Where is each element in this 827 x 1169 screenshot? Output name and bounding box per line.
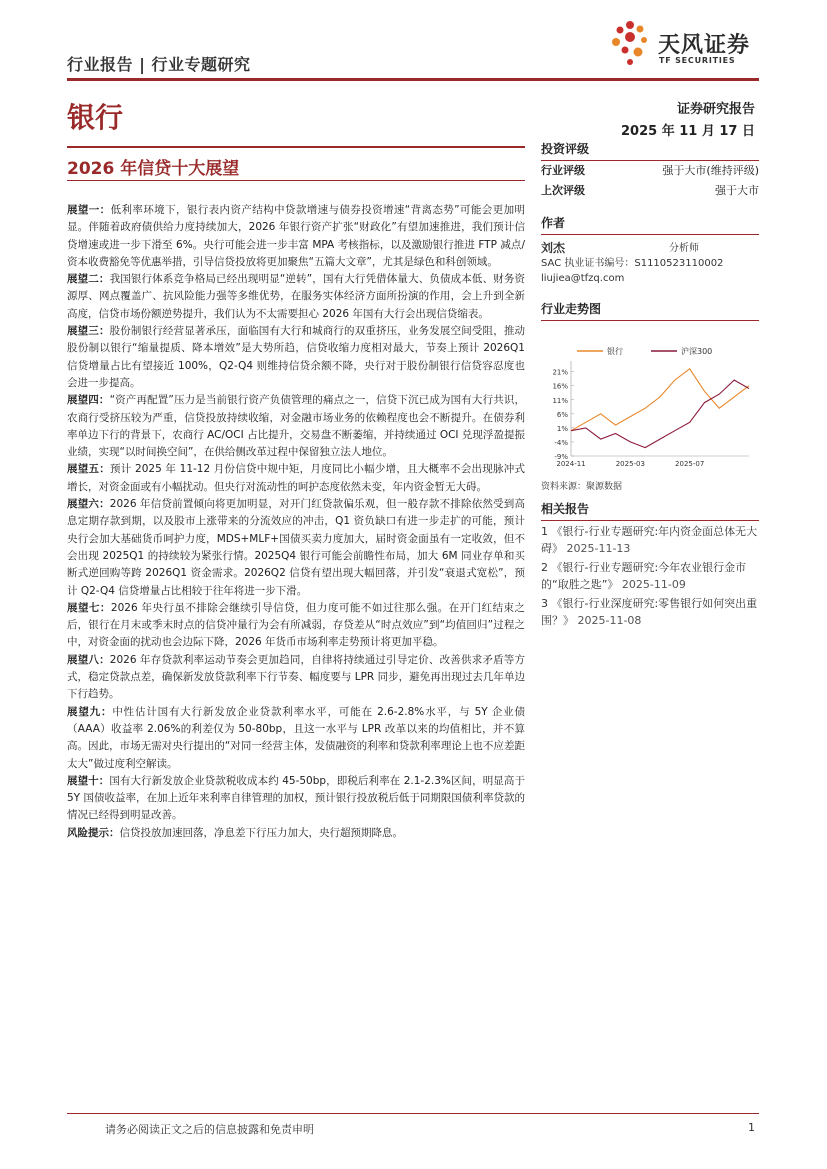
paragraph-lead: 展望十： <box>67 774 110 787</box>
outlook-paragraph <box>67 652 525 704</box>
logo-text-en: TF SECURITIES <box>659 56 736 65</box>
paragraph-lead: 展望九： <box>67 705 113 718</box>
outlook-paragraph <box>67 600 525 652</box>
y-tick-label: -9% <box>554 453 568 461</box>
title-divider-bottom <box>67 180 525 181</box>
related-section <box>541 500 759 629</box>
related-title: 《银行-行业专题研究:年内资金面总体无大碍》 <box>541 525 758 555</box>
paragraph-text: 2026 年央行虽不排除会继续引导信贷，但力度可能不如过往那么强。在开门红结束之后，银行在月末或季末时点的信贷冲量行为会有所减弱，存贷差从“时点效应”到“均值回归”过程之中，对资金面的扰动也会边际下降，2026 年货币市场利率走势预计将更加平稳。 <box>67 601 526 649</box>
page-number: 1 <box>748 1121 755 1134</box>
footer-disclaimer: 请务必阅读正文之后的信息披露和免责申明 <box>105 1123 314 1136</box>
rating-key: 行业评级 <box>541 164 585 177</box>
industry-trend-chart <box>541 321 759 471</box>
related-heading: 相关报告 <box>541 500 759 521</box>
outlook-paragraph <box>67 773 525 825</box>
rating-section <box>541 140 759 201</box>
logo-dots-icon <box>608 20 654 68</box>
related-no: 3 <box>541 597 548 610</box>
y-tick-label: 11% <box>552 396 568 405</box>
author-heading: 作者 <box>541 214 759 235</box>
related-date: 2025-11-13 <box>566 542 631 555</box>
paragraph-text: 低利率环境下，银行表内资产结构中贷款增速与债券投资增速“背离态势”可能会更加明显。伴随着政府债供给力度持续加大，2026 年银行资产扩张“财政化”有望加速推进，我们预计信贷增速或进一步下滑至 6%。央行可能会进一步丰富 MPA 考核指标，以及激励银行推进 FTP 减点/资本收费豁免等优惠举措，引导信贷投放将更加聚焦“五篇大文章”，尤其是绿色和科创领域。 <box>67 204 525 268</box>
paragraph-lead: 展望八： <box>67 653 110 666</box>
paragraph-lead: 展望六： <box>67 498 110 511</box>
company-logo <box>608 20 768 70</box>
paragraph-lead: 展望一： <box>67 204 111 216</box>
paragraph-lead: 展望二： <box>67 273 110 286</box>
paragraph-text: 股份制银行经营显著承压，面临国有大行和城商行的双重挤压，业务发展空间受阻，推动股份制以银行“缩量提质、降本增效”是大势所趋，信贷收缩力度相对最大，节奏上预计 2026Q1 信贷增量占比有望接近 100%，Q2-Q4 则维持信贷余额不降，央行对于股份制银行信贷容忍度也会进一步提高。 <box>67 325 526 389</box>
y-tick-label: -4% <box>554 438 568 447</box>
paragraph-lead: 展望三： <box>67 325 110 338</box>
rating-key: 上次评级 <box>541 184 585 197</box>
related-date: 2025-11-09 <box>621 578 686 591</box>
paragraph-text: 国有大行新发放企业贷款税收成本约 45-50bp，即税后利率在 2.1-2.3%区间，明显高于 5Y 国债收益率，在加上近年来利率自律管理的加权，预计银行投放税后低于同期限国债利率贷款的情况已经得到明显改善。 <box>67 774 525 822</box>
related-report-item[interactable] <box>541 595 759 629</box>
paragraph-text: 我国银行体系竞争格局已经出现明显“逆转”，国有大行凭借体量大、负债成本低、财务资源厚、网点覆盖广、抗风险能力强等多维优势，在服务实体经济方面所扮演的作用，会上升到全新高度，信贷市场份额逆势提升，我们认为不太需要担心 2026 年国有大行会出现信贷缩表。 <box>67 273 525 320</box>
related-date: 2025-11-08 <box>577 614 642 627</box>
related-no: 2 <box>541 561 548 574</box>
rating-value: 强于大市(维持评级) <box>662 164 759 177</box>
related-title: 《银行-行业专题研究:今年农业银行金市的“取胜之匙”》 <box>541 561 747 591</box>
paragraph-lead: 展望七： <box>67 601 111 614</box>
legend-label: 银行 <box>607 347 623 356</box>
author-name: 刘杰 <box>541 241 566 255</box>
y-tick-label: 21% <box>552 368 568 377</box>
risk-paragraph <box>67 825 525 842</box>
author-cert-row <box>541 256 759 271</box>
report-type: 证券研究报告 <box>676 102 755 117</box>
y-tick-label: 1% <box>556 424 568 433</box>
outlook-paragraph <box>67 323 525 392</box>
outlook-paragraph <box>67 496 525 600</box>
paragraph-lead: 风险提示： <box>67 826 120 839</box>
title-divider-top <box>67 146 525 148</box>
author-section <box>541 214 759 286</box>
report-date: 2025 年 11 月 17 日 <box>621 124 755 139</box>
author-email[interactable]: liujiea@tfzq.com <box>541 273 625 284</box>
x-tick-label: 2025-07 <box>675 460 705 468</box>
x-tick-label: 2025-03 <box>615 460 645 468</box>
related-title: 《银行-行业深度研究:零售银行如何突出重围？》 <box>541 597 758 627</box>
chart-section <box>541 300 759 492</box>
header-divider <box>67 78 759 81</box>
outlook-paragraph <box>67 461 525 496</box>
report-category: 行业报告 | 行业专题研究 <box>67 55 251 74</box>
related-report-item[interactable] <box>541 523 759 557</box>
author-email-row <box>541 271 759 286</box>
paragraph-text: 信贷投放加速回落，净息差下行压力加大，央行超预期降息。 <box>119 826 403 839</box>
related-no: 1 <box>541 525 548 538</box>
report-title: 2026 年信贷十大展望 <box>67 159 240 179</box>
author-row <box>541 241 759 256</box>
report-body <box>67 202 525 842</box>
paragraph-text: 2026 年存贷款利率运动节奏会更加趋同，自律将持续通过引导定价、改善供求矛盾等方式，稳定贷款点差，确保新发放贷款利率下行节奏、幅度要与 LPR 同步，避免再出现过去几年单边下行趋势。 <box>67 653 525 701</box>
outlook-paragraph <box>67 202 525 271</box>
paragraph-text: 2026 年信贷前置倾向将更加明显，对开门红贷款偏乐观，但一般存款不排除依然受到高息定期存款到期，以及股市上涨带来的分流效应的冲击，Q1 资负缺口有进一步走扩的可能，预计央行会加大基础货币呵护力度，MDS+MLF+国债买卖力度加大，届时资金面虽有一定收敛，但不会出现 2025Q1 的持续较为紧张行情。2025Q4 银行可能会前瞻性布局，加大 6M 同业存单和买断式逆回购等跨 2026Q1 资金需求。2026Q2 信贷有望出现大幅回落，并引发“衰退式宽松”，预计 Q2-Q4 信贷增量占比相较于往年将进一步下滑。 <box>67 498 525 597</box>
author-cert-label: SAC 执业证书编号： <box>541 258 635 269</box>
outlook-paragraph <box>67 392 525 461</box>
paragraph-text: “资产再配置”压力是当前银行资产负债管理的痛点之一，信贷下沉已成为国有大行共识，农商行受挤压较为严重，信贷投放持续收缩，对金融市场业务的依赖程度也会不断提升。在债券利率单边下行的背景下，农商行 AC/OCI 占比提升，交易盘不断萎缩，并持续通过 OCI 兑现浮盈提振业绩，实现“以时间换空间”，在供给侧改革过程中保留独立法人地位。 <box>67 394 525 459</box>
chart-heading: 行业走势图 <box>541 300 759 321</box>
y-tick-label: 16% <box>552 382 568 391</box>
rating-row <box>541 161 759 181</box>
footer-divider <box>67 1113 759 1114</box>
paragraph-text: 预计 2025 年 11-12 月份信贷中规中矩，月度同比小幅少增，且大概率不会出现脉冲式增长，对资金面或有小幅扰动。但央行对流动性的呵护态度依然未变，年内资金暂无大碍。 <box>67 463 525 493</box>
logo-text-cn: 天风证券 <box>658 33 751 58</box>
outlook-paragraph <box>67 271 525 323</box>
y-tick-label: 6% <box>556 410 568 419</box>
paragraph-lead: 展望四： <box>67 394 110 407</box>
rating-heading: 投资评级 <box>541 140 759 161</box>
author-role: 分析师 <box>669 243 699 254</box>
paragraph-lead: 展望五： <box>67 463 110 476</box>
rating-row <box>541 181 759 201</box>
series-line <box>571 369 749 431</box>
author-cert: S1110523110002 <box>634 258 724 269</box>
x-tick-label: 2024-11 <box>556 460 586 468</box>
legend-label: 沪深300 <box>681 347 713 356</box>
related-report-item[interactable] <box>541 559 759 593</box>
outlook-paragraph <box>67 704 525 773</box>
chart-source: 资料来源：聚源数据 <box>541 482 623 492</box>
series-line <box>571 380 749 448</box>
rating-value: 强于大市 <box>715 184 759 197</box>
industry-title: 银行 <box>67 101 124 134</box>
paragraph-text: 中性估计国有大行新发放企业贷款利率水平，可能在 2.6-2.8%水平，与 5Y 企业债（AAA）收益率 2.06%的利差仅为 50-80bp，且这一水平与 LPR 改革以来的均值相比，并不算高。因此，市场无需对央行提出的“对同一经营主体，发债融资的利率和贷款利率理论上也不应差距太大”做过度利空解读。 <box>67 705 525 770</box>
